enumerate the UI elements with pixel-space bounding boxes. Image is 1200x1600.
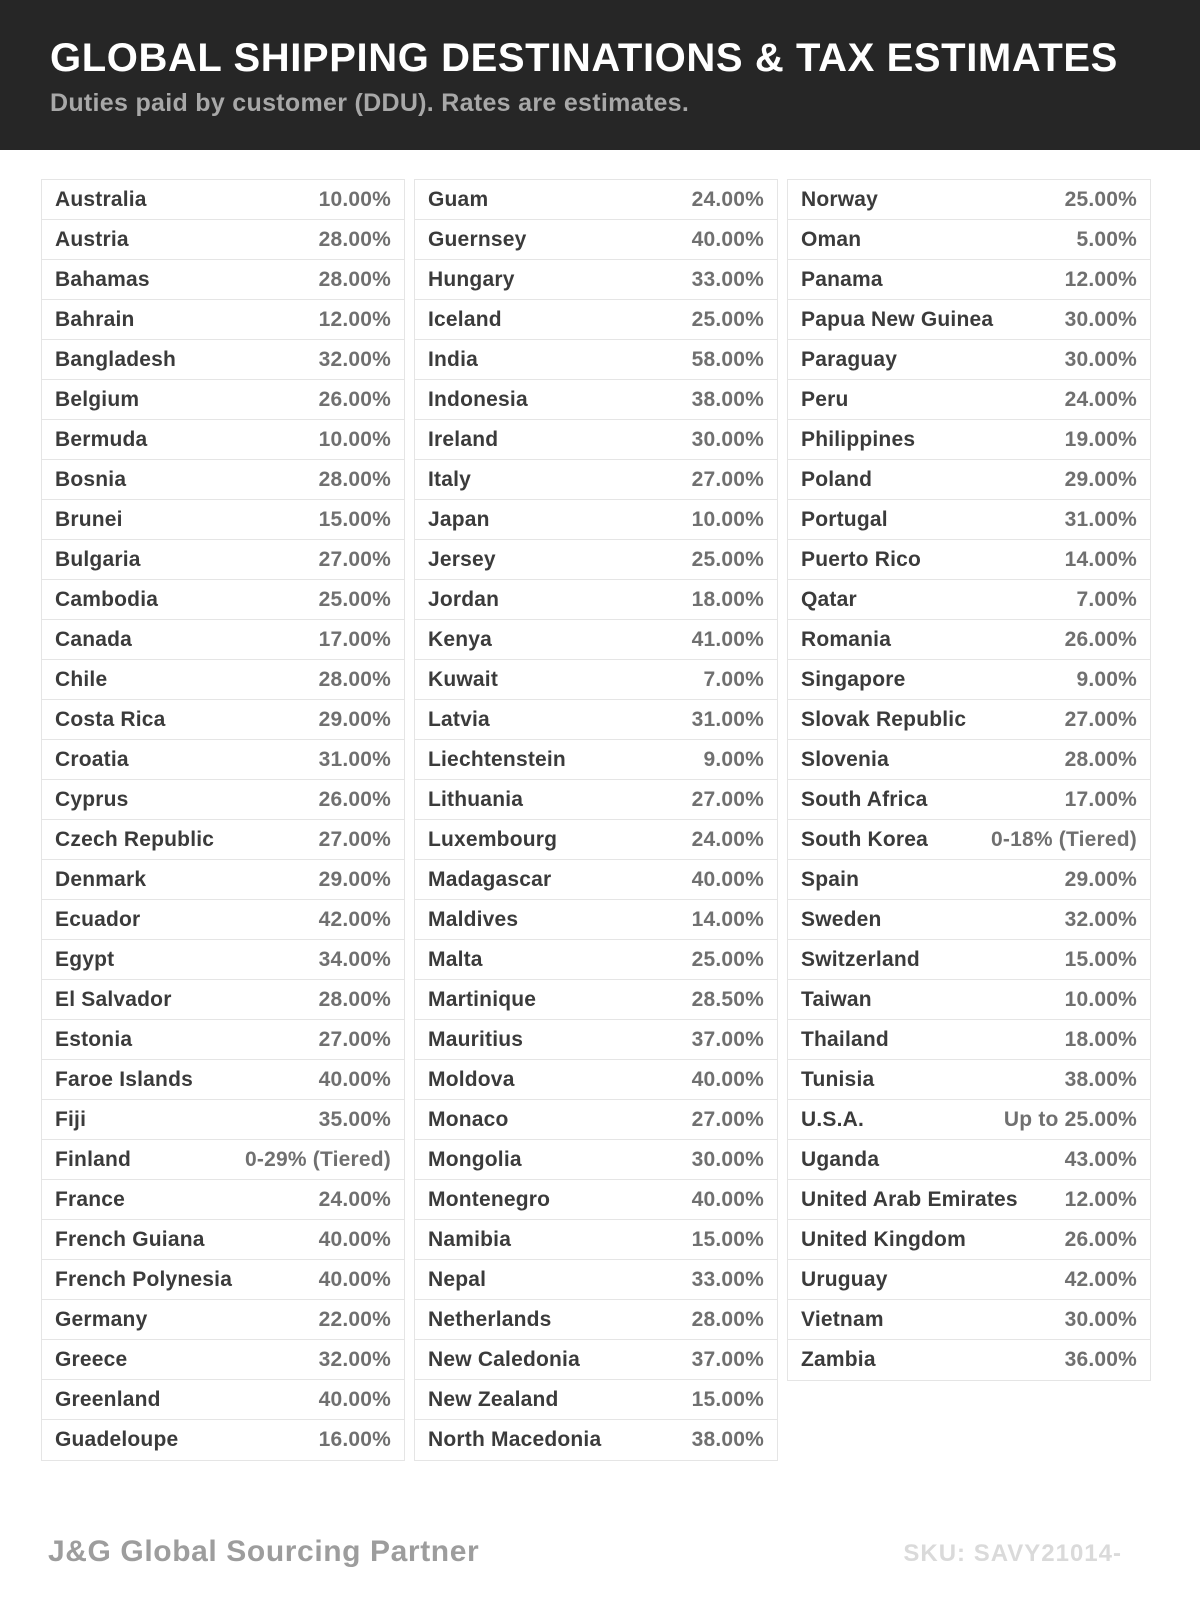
country-name: Bosnia	[55, 467, 127, 491]
tax-rate: 10.00%	[1064, 987, 1137, 1011]
country-name: France	[55, 1187, 126, 1211]
table-row	[415, 260, 777, 300]
table-row	[415, 340, 777, 380]
tax-rate: 28.00%	[318, 467, 391, 491]
tax-rate: 38.00%	[1064, 1067, 1137, 1091]
country-name: New Caledonia	[428, 1347, 580, 1371]
country-name: Portugal	[801, 507, 888, 531]
tax-rate: 40.00%	[691, 1187, 764, 1211]
tax-rate: 15.00%	[691, 1227, 764, 1251]
country-name: Tunisia	[801, 1067, 875, 1091]
country-name: Belgium	[55, 387, 140, 411]
country-name: Finland	[55, 1147, 132, 1171]
table-row	[788, 1220, 1150, 1260]
table-row	[415, 740, 777, 780]
table-row	[415, 1060, 777, 1100]
table-row	[415, 540, 777, 580]
country-name: Zambia	[801, 1348, 876, 1371]
tax-rate: 15.00%	[1064, 947, 1137, 971]
tax-rate: 30.00%	[1064, 307, 1137, 331]
table-row	[42, 420, 404, 460]
country-name: Sweden	[801, 907, 882, 931]
country-name: Kenya	[428, 627, 493, 651]
country-name: Ecuador	[55, 907, 141, 931]
tax-rate: 28.00%	[691, 1307, 764, 1331]
country-name: Paraguay	[801, 347, 898, 371]
country-name: Puerto Rico	[801, 547, 922, 571]
table-row	[415, 1340, 777, 1380]
tax-rate: 26.00%	[318, 787, 391, 811]
sku-label: SKU: SAVY21014-	[903, 1540, 1122, 1567]
country-name: Madagascar	[428, 867, 552, 891]
table-row	[42, 1060, 404, 1100]
tax-rate: 38.00%	[691, 387, 764, 411]
country-name: Mauritius	[428, 1027, 524, 1051]
table-row	[42, 860, 404, 900]
tax-rate: 0-29% (Tiered)	[245, 1147, 391, 1171]
country-name: Norway	[801, 187, 879, 211]
rates-table-area	[41, 179, 1150, 1461]
tax-rate: 40.00%	[318, 1267, 391, 1291]
country-name: Moldova	[428, 1067, 515, 1091]
country-name: Italy	[428, 467, 472, 491]
table-row	[415, 1100, 777, 1140]
table-row	[42, 1420, 404, 1460]
tax-rate: 38.00%	[691, 1428, 764, 1451]
table-row	[42, 740, 404, 780]
table-row	[788, 1100, 1150, 1140]
country-name: Papua New Guinea	[801, 307, 994, 331]
table-row	[415, 1020, 777, 1060]
table-row	[788, 340, 1150, 380]
tax-rate: 36.00%	[1064, 1348, 1137, 1371]
page-title: GLOBAL SHIPPING DESTINATIONS & TAX ESTIMATES	[50, 36, 1118, 80]
table-row	[788, 980, 1150, 1020]
country-name: Greenland	[55, 1387, 161, 1411]
table-row	[788, 1340, 1150, 1380]
country-name: Estonia	[55, 1027, 133, 1051]
country-name: Indonesia	[428, 387, 528, 411]
country-name: Mongolia	[428, 1147, 522, 1171]
country-name: Peru	[801, 387, 849, 411]
table-row	[42, 1300, 404, 1340]
country-name: Bahamas	[55, 267, 150, 291]
tax-rate: 31.00%	[1064, 507, 1137, 531]
tax-rate: 12.00%	[1064, 267, 1137, 291]
tax-rate: 25.00%	[691, 947, 764, 971]
tax-rate: 31.00%	[691, 707, 764, 731]
table-row	[415, 460, 777, 500]
tax-rate: 30.00%	[1064, 1307, 1137, 1331]
table-row	[788, 260, 1150, 300]
tax-rate: 15.00%	[318, 507, 391, 531]
country-name: Faroe Islands	[55, 1067, 193, 1091]
table-row	[415, 620, 777, 660]
table-row	[42, 700, 404, 740]
table-row	[415, 940, 777, 980]
country-name: Iceland	[428, 307, 502, 331]
table-row	[415, 1380, 777, 1420]
tax-rate: 33.00%	[691, 1267, 764, 1291]
table-row	[788, 220, 1150, 260]
table-row	[788, 540, 1150, 580]
country-name: Nepal	[428, 1267, 487, 1291]
tax-rate: 24.00%	[691, 187, 764, 211]
tax-rate: 29.00%	[318, 707, 391, 731]
tax-rate: 30.00%	[691, 427, 764, 451]
country-name: Cambodia	[55, 587, 159, 611]
tax-rate: 19.00%	[1064, 427, 1137, 451]
country-name: Austria	[55, 227, 129, 251]
tax-rate: 28.00%	[318, 667, 391, 691]
tax-rate: 14.00%	[1064, 547, 1137, 571]
country-name: Thailand	[801, 1027, 889, 1051]
country-name: Martinique	[428, 987, 537, 1011]
table-row	[788, 300, 1150, 340]
table-row	[415, 860, 777, 900]
country-name: Netherlands	[428, 1307, 552, 1331]
country-name: Fiji	[55, 1107, 87, 1131]
country-name: Cyprus	[55, 787, 129, 811]
country-name: Switzerland	[801, 947, 920, 971]
country-name: Luxembourg	[428, 827, 558, 851]
tax-rate: 28.00%	[318, 227, 391, 251]
table-row	[415, 780, 777, 820]
page-footer	[48, 1535, 1122, 1569]
table-row	[415, 1260, 777, 1300]
country-name: United Arab Emirates	[801, 1187, 1018, 1211]
country-name: Jordan	[428, 587, 500, 611]
table-row	[42, 1180, 404, 1220]
table-row	[42, 1260, 404, 1300]
country-name: Chile	[55, 667, 108, 691]
tax-rate: 24.00%	[318, 1187, 391, 1211]
tax-rate: 40.00%	[691, 227, 764, 251]
tax-rate: 25.00%	[691, 307, 764, 331]
country-name: El Salvador	[55, 987, 172, 1011]
tax-rate: 0-18% (Tiered)	[991, 827, 1137, 851]
table-row	[788, 860, 1150, 900]
table-row	[42, 460, 404, 500]
table-row	[788, 380, 1150, 420]
tax-rate: 33.00%	[691, 267, 764, 291]
country-name: Guam	[428, 187, 489, 211]
tax-rate: 40.00%	[691, 1067, 764, 1091]
table-row	[415, 1420, 777, 1460]
table-row	[42, 660, 404, 700]
brand-name: J&G Global Sourcing Partner	[48, 1535, 480, 1568]
tax-rate: 58.00%	[691, 347, 764, 371]
tax-rate: 27.00%	[691, 1107, 764, 1131]
country-name: South Africa	[801, 787, 928, 811]
country-name: Taiwan	[801, 987, 872, 1011]
table-row	[42, 1380, 404, 1420]
tax-rate: 28.00%	[318, 267, 391, 291]
table-row	[415, 820, 777, 860]
tax-rate: 34.00%	[318, 947, 391, 971]
tax-rate: 40.00%	[691, 867, 764, 891]
tax-rate: 27.00%	[318, 1027, 391, 1051]
country-name: Costa Rica	[55, 707, 166, 731]
tax-rate: 32.00%	[318, 347, 391, 371]
table-row	[42, 820, 404, 860]
country-name: Romania	[801, 627, 892, 651]
tax-rate: 18.00%	[691, 587, 764, 611]
tax-rate: 29.00%	[1064, 467, 1137, 491]
tax-rate: 10.00%	[318, 187, 391, 211]
country-name: Australia	[55, 187, 147, 211]
country-name: Qatar	[801, 587, 857, 611]
country-name: Kuwait	[428, 667, 499, 691]
tax-rate: 26.00%	[318, 387, 391, 411]
country-name: French Guiana	[55, 1227, 205, 1251]
page-subtitle: Duties paid by customer (DDU). Rates are estimates.	[50, 89, 690, 117]
country-name: Latvia	[428, 707, 490, 731]
table-row	[788, 1060, 1150, 1100]
table-row	[788, 1020, 1150, 1060]
tax-rate: 27.00%	[691, 467, 764, 491]
table-row	[42, 540, 404, 580]
tax-rate: 10.00%	[318, 427, 391, 451]
tax-rate: 25.00%	[1064, 187, 1137, 211]
tax-rate: 14.00%	[691, 907, 764, 931]
tax-rate: 27.00%	[1064, 707, 1137, 731]
country-name: Bahrain	[55, 307, 135, 331]
table-row	[788, 180, 1150, 220]
country-name: Croatia	[55, 747, 129, 771]
table-row	[788, 940, 1150, 980]
country-name: Czech Republic	[55, 827, 215, 851]
tax-rate: 29.00%	[1064, 867, 1137, 891]
table-row	[42, 1100, 404, 1140]
table-row	[415, 420, 777, 460]
country-name: Jersey	[428, 547, 496, 571]
table-row	[415, 300, 777, 340]
table-row	[415, 1220, 777, 1260]
country-name: Guadeloupe	[55, 1428, 179, 1451]
tax-rate: 37.00%	[691, 1347, 764, 1371]
table-row	[788, 460, 1150, 500]
tax-rate: 42.00%	[1064, 1267, 1137, 1291]
table-row	[788, 500, 1150, 540]
tax-rate: 43.00%	[1064, 1147, 1137, 1171]
tax-rate: 17.00%	[318, 627, 391, 651]
country-name: Canada	[55, 627, 133, 651]
country-name: Montenegro	[428, 1187, 551, 1211]
table-row	[788, 1140, 1150, 1180]
tax-rate: 27.00%	[318, 827, 391, 851]
tax-rate: 9.00%	[1076, 667, 1137, 691]
country-name: Panama	[801, 267, 883, 291]
country-name: French Polynesia	[55, 1267, 233, 1291]
table-row	[788, 900, 1150, 940]
table-row	[42, 340, 404, 380]
table-row	[788, 1260, 1150, 1300]
country-name: Monaco	[428, 1107, 509, 1131]
tax-rate: 30.00%	[1064, 347, 1137, 371]
country-name: Greece	[55, 1347, 128, 1371]
country-name: Egypt	[55, 947, 115, 971]
header-banner	[0, 0, 1200, 150]
table-row	[788, 700, 1150, 740]
country-name: Bangladesh	[55, 347, 177, 371]
rates-column-1	[41, 179, 405, 1461]
country-name: Lithuania	[428, 787, 524, 811]
tax-rate: 35.00%	[318, 1107, 391, 1131]
table-row	[42, 620, 404, 660]
tax-rate: 18.00%	[1064, 1027, 1137, 1051]
table-row	[42, 180, 404, 220]
country-name: Maldives	[428, 907, 519, 931]
table-row	[42, 380, 404, 420]
tax-rate: 15.00%	[691, 1387, 764, 1411]
tax-rate: 10.00%	[691, 507, 764, 531]
tax-rate: 5.00%	[1076, 227, 1137, 251]
country-name: Guernsey	[428, 227, 527, 251]
table-row	[415, 500, 777, 540]
country-name: Singapore	[801, 667, 906, 691]
tax-rate: 32.00%	[1064, 907, 1137, 931]
tax-rate: 12.00%	[318, 307, 391, 331]
tax-rate: 40.00%	[318, 1227, 391, 1251]
table-row	[415, 380, 777, 420]
tax-rate: 25.00%	[691, 547, 764, 571]
table-row	[42, 1340, 404, 1380]
table-row	[788, 1180, 1150, 1220]
tax-rate: 7.00%	[1076, 587, 1137, 611]
country-name: Vietnam	[801, 1307, 884, 1331]
country-name: Bulgaria	[55, 547, 141, 571]
tax-rate: 16.00%	[318, 1428, 391, 1451]
table-row	[42, 940, 404, 980]
tax-rate: 24.00%	[1064, 387, 1137, 411]
country-name: U.S.A.	[801, 1107, 865, 1131]
tax-rate: 40.00%	[318, 1067, 391, 1091]
table-row	[415, 1180, 777, 1220]
tax-rate: 7.00%	[703, 667, 764, 691]
tax-rate: 30.00%	[691, 1147, 764, 1171]
tax-rate: 12.00%	[1064, 1187, 1137, 1211]
tax-rate: 27.00%	[318, 547, 391, 571]
table-row	[415, 660, 777, 700]
country-name: Uganda	[801, 1147, 880, 1171]
tax-rate: 32.00%	[318, 1347, 391, 1371]
country-name: Ireland	[428, 427, 499, 451]
country-name: Germany	[55, 1307, 148, 1331]
table-row	[42, 1020, 404, 1060]
table-row	[788, 1300, 1150, 1340]
table-row	[415, 900, 777, 940]
table-row	[788, 740, 1150, 780]
tax-rate: 28.00%	[318, 987, 391, 1011]
tax-rate: 26.00%	[1064, 1227, 1137, 1251]
table-row	[42, 580, 404, 620]
tax-rate: 22.00%	[318, 1307, 391, 1331]
tax-rate: 17.00%	[1064, 787, 1137, 811]
country-name: Malta	[428, 947, 483, 971]
table-row	[415, 1300, 777, 1340]
table-row	[415, 700, 777, 740]
country-name: Denmark	[55, 867, 147, 891]
country-name: Japan	[428, 507, 490, 531]
table-row	[42, 220, 404, 260]
table-row	[42, 500, 404, 540]
table-row	[788, 660, 1150, 700]
country-name: Poland	[801, 467, 873, 491]
country-name: Brunei	[55, 507, 123, 531]
table-row	[42, 1140, 404, 1180]
country-name: Slovenia	[801, 747, 889, 771]
tax-rate: 41.00%	[691, 627, 764, 651]
tax-rate: 31.00%	[318, 747, 391, 771]
table-row	[788, 580, 1150, 620]
table-row	[42, 980, 404, 1020]
tax-rate: 9.00%	[703, 747, 764, 771]
tax-rate: 28.00%	[1064, 747, 1137, 771]
tax-rate: 25.00%	[318, 587, 391, 611]
table-row	[42, 900, 404, 940]
tax-rate: 29.00%	[318, 867, 391, 891]
table-row	[42, 300, 404, 340]
table-row	[415, 220, 777, 260]
country-name: New Zealand	[428, 1387, 559, 1411]
tax-rate: 40.00%	[318, 1387, 391, 1411]
country-name: Namibia	[428, 1227, 512, 1251]
table-row	[415, 980, 777, 1020]
country-name: Uruguay	[801, 1267, 888, 1291]
table-row	[42, 1220, 404, 1260]
table-row	[42, 260, 404, 300]
country-name: India	[428, 347, 479, 371]
country-name: Philippines	[801, 427, 916, 451]
table-row	[42, 780, 404, 820]
country-name: United Kingdom	[801, 1227, 966, 1251]
country-name: Liechtenstein	[428, 747, 566, 771]
country-name: Bermuda	[55, 427, 148, 451]
table-row	[415, 1140, 777, 1180]
table-row	[788, 620, 1150, 660]
country-name: Hungary	[428, 267, 515, 291]
country-name: North Macedonia	[428, 1428, 602, 1451]
rates-column-3	[787, 179, 1151, 1381]
table-row	[788, 420, 1150, 460]
country-name: Spain	[801, 867, 860, 891]
country-name: Oman	[801, 227, 862, 251]
table-row	[415, 180, 777, 220]
table-row	[788, 780, 1150, 820]
country-name: South Korea	[801, 827, 929, 851]
table-row	[415, 580, 777, 620]
tax-rate: 42.00%	[318, 907, 391, 931]
table-row	[788, 820, 1150, 860]
tax-rate: 37.00%	[691, 1027, 764, 1051]
tax-rate: Up to 25.00%	[1003, 1107, 1137, 1131]
country-name: Slovak Republic	[801, 707, 967, 731]
tax-rate: 28.50%	[691, 987, 764, 1011]
tax-rate: 27.00%	[691, 787, 764, 811]
tax-rate: 26.00%	[1064, 627, 1137, 651]
tax-rate: 24.00%	[691, 827, 764, 851]
rates-column-2	[414, 179, 778, 1461]
